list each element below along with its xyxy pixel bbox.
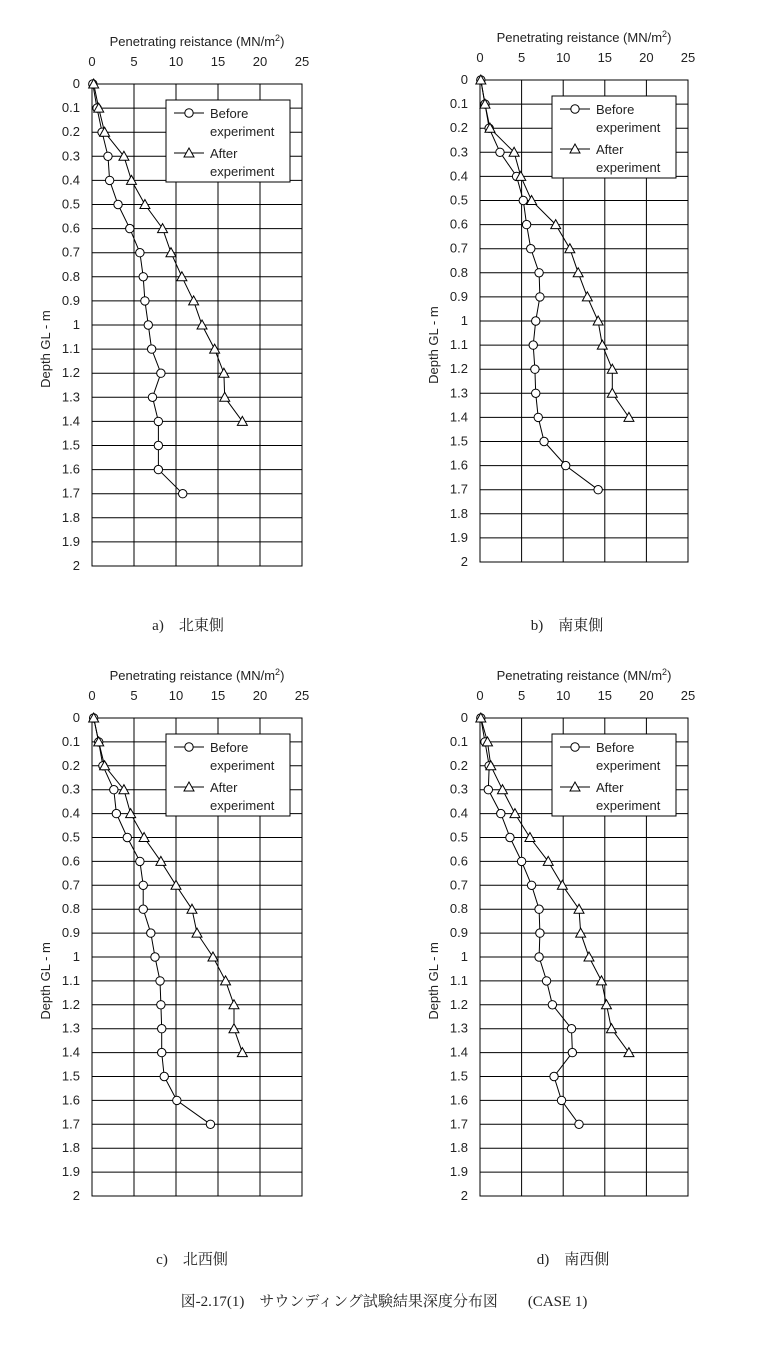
x-tick-label: 15 (210, 54, 226, 69)
y-tick-label: 1.1 (61, 341, 80, 357)
y-tick-label: 2 (72, 558, 80, 573)
data-point-before (517, 857, 525, 865)
x-tick-label: 25 (294, 54, 310, 69)
y-tick-label: 0.9 (449, 288, 468, 304)
y-tick-label: 1 (460, 313, 468, 328)
y-tick-label: 1.9 (61, 1164, 80, 1180)
data-point-before (157, 1001, 165, 1009)
legend-marker-circle (571, 105, 579, 113)
x-tick-label: 0 (88, 688, 96, 703)
y-tick-label: 1 (72, 949, 80, 964)
y-tick-label: 0 (460, 72, 468, 87)
data-point-before (497, 809, 505, 817)
data-point-before (112, 809, 120, 817)
charts-group (38, 29, 695, 1268)
data-point-before (535, 905, 543, 913)
y-tick-label: 0.7 (61, 877, 80, 893)
y-tick-label: 0.4 (61, 172, 80, 188)
data-point-before (144, 321, 152, 329)
y-tick-label: 0.4 (449, 805, 468, 821)
data-point-before (567, 1025, 575, 1033)
y-tick-label: 1.6 (449, 457, 468, 473)
x-tick-label: 5 (517, 688, 526, 703)
legend-label: After (596, 142, 624, 157)
data-point-before (179, 490, 187, 498)
data-point-before (536, 929, 544, 937)
x-tick-label: 15 (597, 688, 613, 703)
y-tick-label: 1.8 (61, 1140, 80, 1156)
y-tick-label: 1.7 (449, 481, 468, 497)
y-tick-label: 1.2 (449, 361, 468, 377)
legend-label: experiment (210, 124, 275, 139)
y-tick-label: 0.6 (449, 216, 468, 232)
legend-label: Before (210, 106, 249, 121)
data-point-before (173, 1096, 181, 1104)
y-tick-label: 1.4 (449, 1044, 468, 1060)
y-tick-label: 1.8 (61, 509, 80, 525)
data-point-before (496, 148, 504, 156)
data-point-before (136, 249, 144, 257)
x-tick-label: 20 (639, 50, 654, 65)
x-tick-label: 20 (252, 688, 268, 703)
y-tick-label: 1.3 (61, 1020, 80, 1036)
chart-3 (38, 667, 309, 1268)
panel-label: c) 北西側 (156, 1252, 228, 1268)
data-point-before (157, 369, 165, 377)
x-tick-label: 5 (130, 688, 138, 703)
y-tick-label: 1.5 (449, 433, 468, 449)
y-tick-label: 1.3 (449, 385, 468, 401)
x-tick-label: 10 (555, 50, 571, 65)
y-tick-label: 1.9 (449, 529, 468, 545)
data-point-before (158, 1025, 166, 1033)
data-point-before (154, 417, 162, 425)
legend-label: experiment (596, 160, 661, 175)
x-tick-label: 5 (517, 50, 526, 65)
y-tick-label: 0.5 (61, 196, 80, 212)
data-point-before (114, 200, 122, 208)
y-tick-label: 1.5 (449, 1068, 468, 1084)
y-tick-label: 0.2 (61, 124, 80, 140)
y-tick-label: 0.9 (61, 925, 80, 941)
y-tick-label: 1.7 (449, 1116, 468, 1132)
y-tick-label: 0.8 (449, 901, 468, 917)
chart-1 (38, 33, 309, 634)
y-tick-label: 1.5 (61, 1068, 80, 1084)
panel-label: b) 南東側 (530, 618, 604, 634)
y-tick-label: 0.3 (449, 781, 468, 797)
x-tick-label: 25 (294, 688, 310, 703)
legend-label: experiment (210, 758, 275, 773)
x-tick-label: 10 (168, 688, 184, 703)
x-tick-label: 0 (476, 688, 484, 703)
y-tick-label: 1.4 (61, 413, 80, 429)
y-tick-label: 2 (460, 554, 468, 569)
y-tick-label: 0.7 (449, 877, 468, 893)
y-tick-label: 0.4 (449, 168, 468, 184)
y-tick-label: 0.8 (61, 268, 80, 284)
data-point-before (550, 1072, 558, 1080)
y-tick-label: 1.2 (61, 996, 80, 1012)
data-point-before (139, 881, 147, 889)
legend-label: experiment (596, 120, 661, 135)
y-tick-label: 1.6 (61, 461, 80, 477)
y-tick-label: 0.8 (449, 264, 468, 280)
y-tick-label: 1.4 (449, 409, 468, 425)
y-tick-label: 1.1 (449, 972, 468, 988)
y-tick-label: 0.3 (61, 148, 80, 164)
y-tick-label: 0.2 (449, 757, 468, 773)
y-tick-label: 0.3 (449, 144, 468, 160)
data-point-before (147, 345, 155, 353)
data-point-before (519, 196, 527, 204)
y-axis-title: Depth GL - m (38, 310, 53, 388)
y-tick-label: 2 (72, 1188, 80, 1203)
y-tick-label: 0.6 (61, 220, 80, 236)
figure-caption: 図-2.17(1) サウンディング試験結果深度分布図 (CASE 1) (180, 1294, 588, 1310)
y-tick-label: 0.4 (61, 805, 80, 821)
data-point-before (154, 465, 162, 473)
y-tick-label: 1.2 (61, 365, 80, 381)
y-tick-label: 0 (72, 710, 80, 725)
data-point-before (535, 269, 543, 277)
data-point-before (484, 786, 492, 794)
y-tick-label: 0.6 (449, 853, 468, 869)
data-point-before (506, 833, 514, 841)
x-tick-label: 20 (639, 688, 654, 703)
y-tick-label: 1.1 (449, 337, 468, 353)
y-tick-label: 0.2 (61, 757, 80, 773)
legend-label: After (210, 780, 238, 795)
x-axis-title: Penetrating reistance $(MN/m^2)$ (496, 29, 672, 45)
y-axis-title: Depth GL - m (38, 942, 53, 1020)
y-tick-label: 1.3 (61, 389, 80, 405)
data-point-before (139, 273, 147, 281)
y-axis-title: Depth GL - m (426, 306, 441, 384)
y-tick-label: 0 (460, 710, 468, 725)
legend-marker-circle (185, 109, 193, 117)
y-tick-label: 0.7 (61, 244, 80, 260)
y-tick-label: 1.7 (61, 1116, 80, 1132)
data-point-before (123, 833, 131, 841)
y-tick-label: 0.9 (61, 292, 80, 308)
y-tick-label: 0.6 (61, 853, 80, 869)
y-tick-label: 2 (460, 1188, 468, 1203)
legend-label: After (210, 146, 238, 161)
data-point-before (139, 905, 147, 913)
y-tick-label: 0.9 (449, 925, 468, 941)
panel-label: d) 南西側 (536, 1252, 610, 1268)
legend-label: Before (210, 740, 249, 755)
data-point-before (151, 953, 159, 961)
data-point-before (527, 881, 535, 889)
data-point-before (147, 929, 155, 937)
y-tick-label: 0.1 (61, 100, 80, 116)
data-point-before (535, 953, 543, 961)
data-point-before (534, 413, 542, 421)
y-tick-label: 0.8 (61, 901, 80, 917)
legend-label: Before (596, 740, 635, 755)
y-tick-label: 0.1 (449, 96, 468, 112)
y-tick-label: 1.4 (61, 1044, 80, 1060)
y-tick-label: 1.9 (449, 1164, 468, 1180)
y-tick-label: 0.2 (449, 120, 468, 136)
x-tick-label: 0 (476, 50, 484, 65)
x-tick-label: 10 (168, 54, 184, 69)
data-point-before (206, 1120, 214, 1128)
y-tick-label: 1.2 (449, 996, 468, 1012)
y-tick-label: 1.1 (61, 972, 80, 988)
legend-label: experiment (210, 798, 275, 813)
legend-label: After (596, 780, 624, 795)
x-tick-label: 25 (680, 688, 696, 703)
data-point-before (536, 293, 544, 301)
legend-marker-circle (571, 743, 579, 751)
y-tick-label: 1.8 (449, 1140, 468, 1156)
data-point-before (532, 317, 540, 325)
y-tick-label: 1.3 (449, 1020, 468, 1036)
y-tick-label: 1.6 (61, 1092, 80, 1108)
legend-label: experiment (596, 798, 661, 813)
x-tick-label: 5 (130, 54, 138, 69)
y-tick-label: 0.1 (61, 733, 80, 749)
legend-marker-circle (185, 743, 193, 751)
x-axis-title: Penetrating reistance $(MN/m^2)$ (496, 667, 672, 683)
data-point-before (110, 786, 118, 794)
data-point-before (527, 245, 535, 253)
data-point-before (548, 1001, 556, 1009)
data-point-before (542, 977, 550, 985)
y-tick-label: 1 (72, 317, 80, 332)
y-tick-label: 0.3 (61, 781, 80, 797)
data-point-before (160, 1072, 168, 1080)
y-tick-label: 1.8 (449, 505, 468, 521)
y-tick-label: 0.5 (61, 829, 80, 845)
x-tick-label: 15 (210, 688, 226, 703)
data-point-before (154, 441, 162, 449)
y-tick-label: 1.9 (61, 533, 80, 549)
y-tick-label: 0.1 (449, 733, 468, 749)
data-point-before (141, 297, 149, 305)
data-point-before (575, 1120, 583, 1128)
x-tick-label: 0 (88, 54, 96, 69)
data-point-before (540, 437, 548, 445)
x-tick-label: 20 (252, 54, 268, 69)
data-point-before (529, 341, 537, 349)
data-point-before (136, 857, 144, 865)
y-axis-title: Depth GL - m (426, 942, 441, 1020)
x-tick-label: 25 (680, 50, 696, 65)
y-tick-label: 0.7 (449, 240, 468, 256)
x-axis-title: Penetrating reistance $(MN/m^2)$ (109, 33, 285, 49)
legend-label: Before (596, 102, 635, 117)
data-point-before (594, 486, 602, 494)
y-tick-label: 1.7 (61, 485, 80, 501)
y-tick-label: 0.5 (449, 192, 468, 208)
data-point-before (568, 1048, 576, 1056)
legend-label: experiment (596, 758, 661, 773)
data-point-before (156, 977, 164, 985)
y-tick-label: 1.6 (449, 1092, 468, 1108)
x-tick-label: 10 (555, 688, 571, 703)
x-tick-label: 15 (597, 50, 613, 65)
data-point-before (561, 461, 569, 469)
x-axis-title: Penetrating reistance $(MN/m^2)$ (109, 667, 285, 683)
data-point-before (158, 1048, 166, 1056)
data-point-before (522, 220, 530, 228)
data-point-before (105, 176, 113, 184)
y-tick-label: 0.5 (449, 829, 468, 845)
y-tick-label: 1 (460, 949, 468, 964)
panel-label: a) 北東側 (152, 618, 224, 634)
chart-4 (426, 667, 695, 1268)
data-point-before (532, 389, 540, 397)
data-point-before (148, 393, 156, 401)
legend-label: experiment (210, 164, 275, 179)
y-tick-label: 1.5 (61, 437, 80, 453)
data-point-before (557, 1096, 565, 1104)
chart-2 (426, 29, 695, 634)
data-point-before (104, 152, 112, 160)
data-point-before (126, 224, 134, 232)
y-tick-label: 0 (72, 76, 80, 91)
data-point-before (531, 365, 539, 373)
